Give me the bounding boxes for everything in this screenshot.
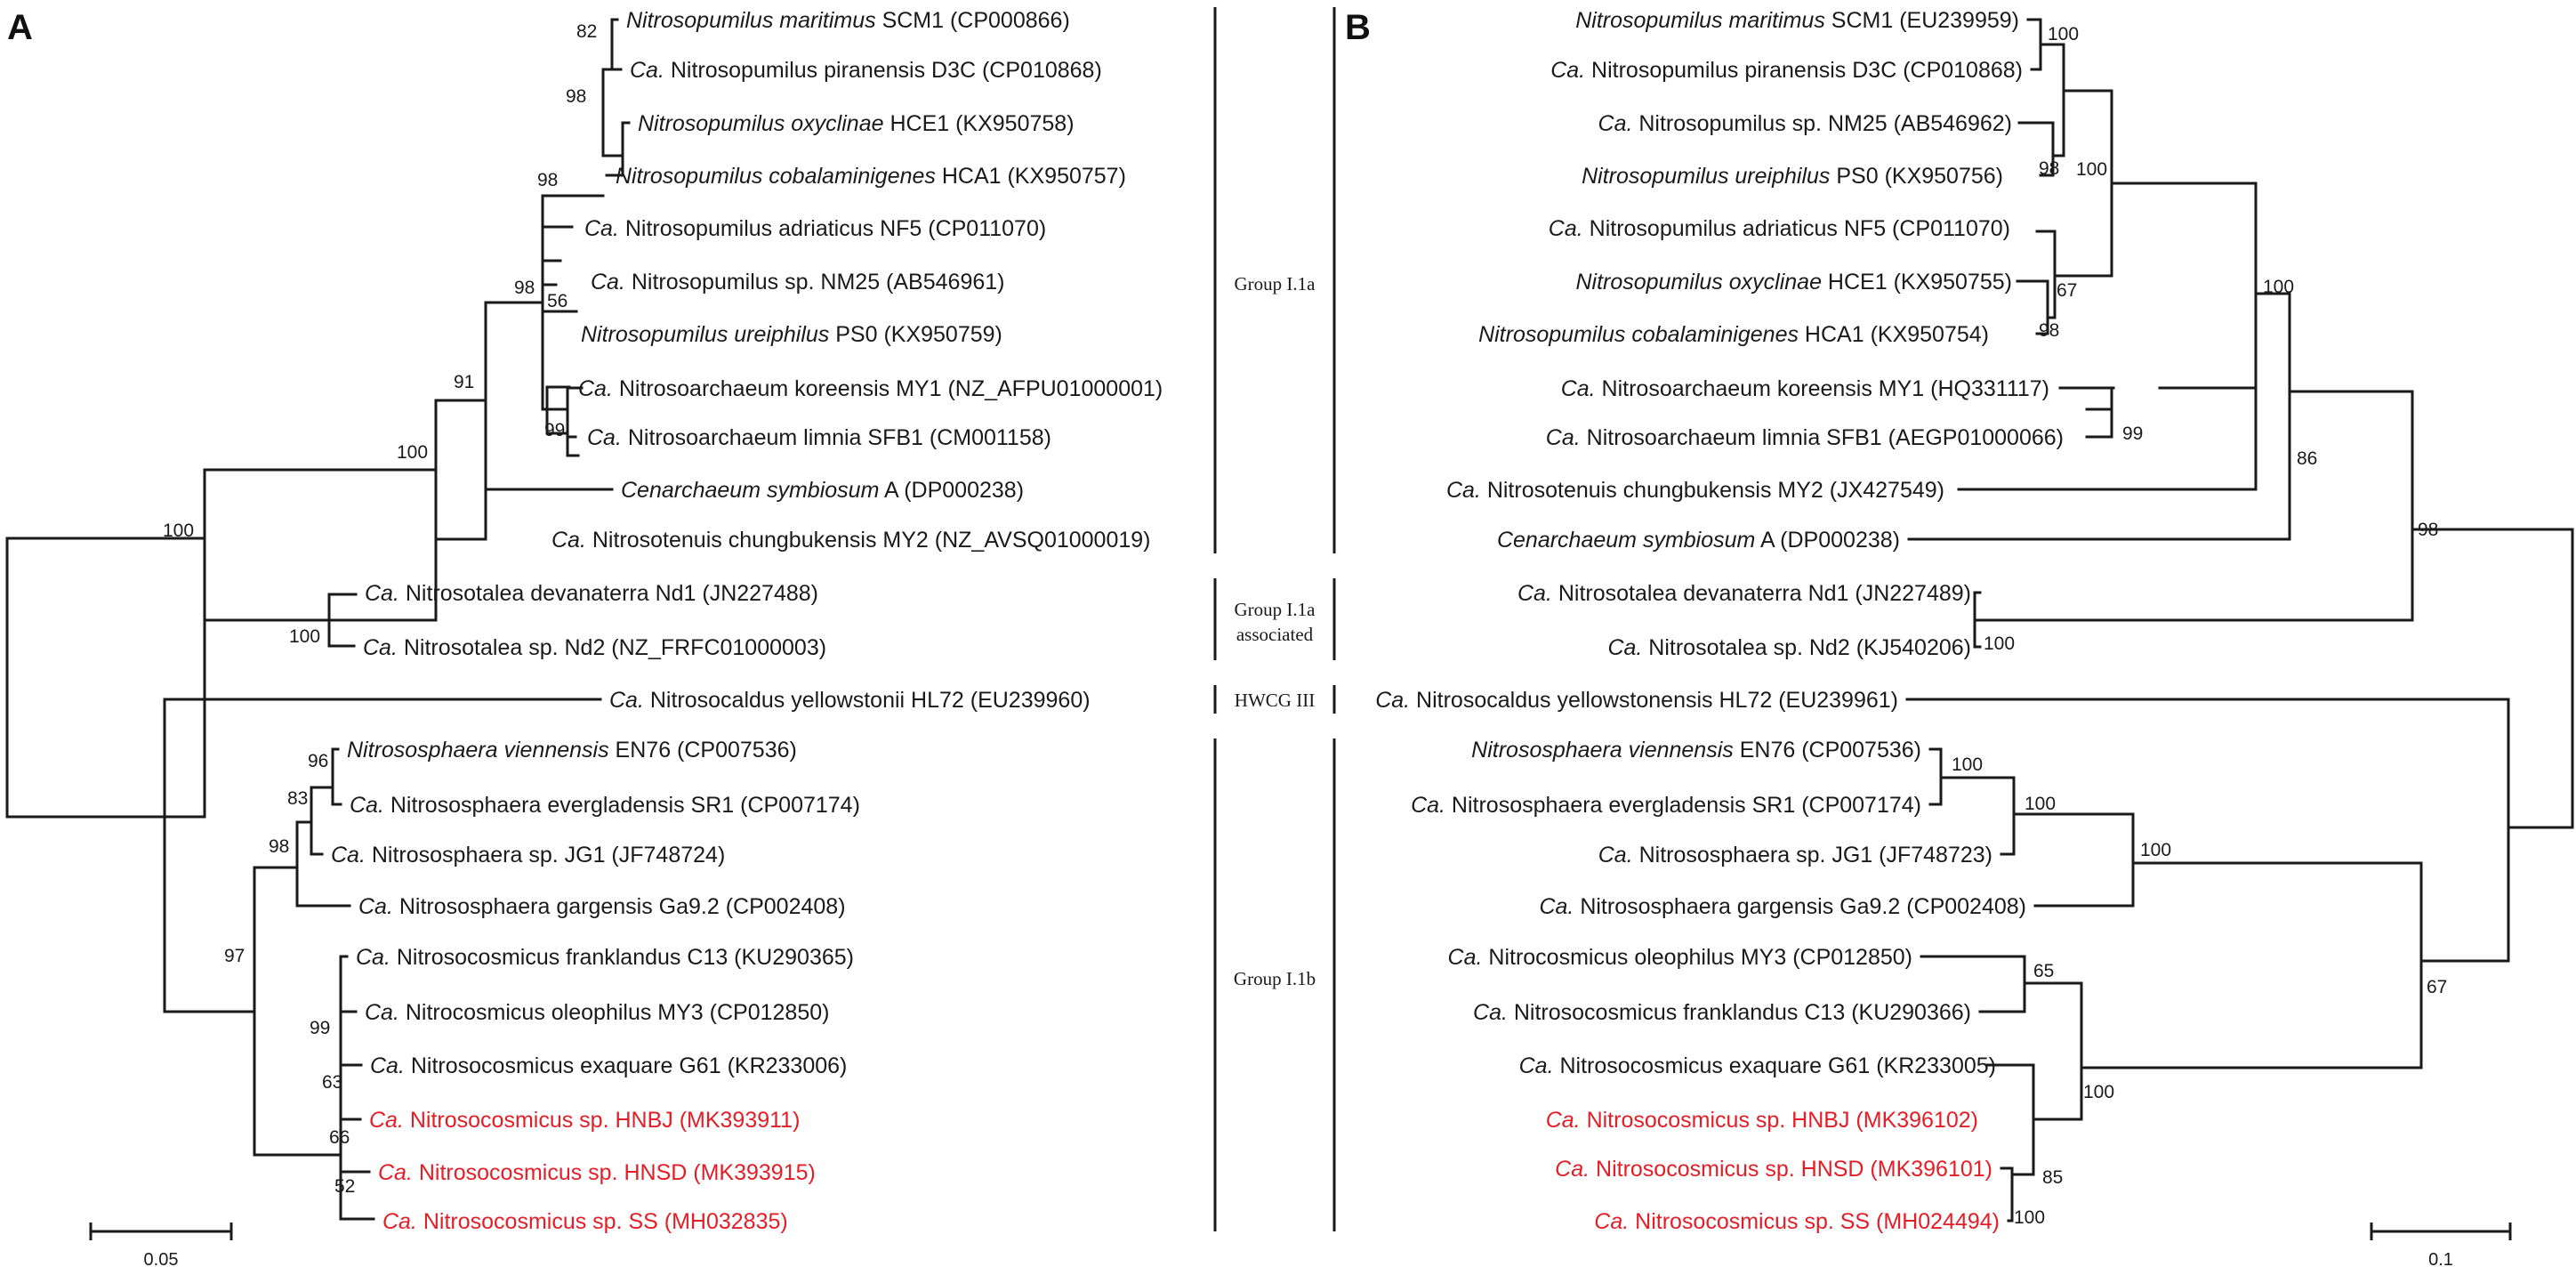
taxon-name-part: Ca.	[1473, 1000, 1508, 1025]
taxon-name-part: Nitrocosmicus oleophilus MY3 (CP012850)	[1482, 945, 1912, 970]
taxon-label	[1519, 1053, 1996, 1078]
taxon-label	[1448, 945, 1912, 970]
taxon-name-part: Ca.	[1550, 58, 1586, 83]
taxon-label	[1471, 738, 1921, 763]
taxon-name-part: Ca.	[1375, 688, 1411, 713]
taxon-name-part: Nitrosoarchaeum limnia SFB1 (CM001158)	[621, 425, 1051, 450]
taxon-name-part: PS0 (KX950756)	[1830, 164, 2003, 189]
bootstrap-value: 100	[289, 626, 321, 647]
tree-b-branches	[1907, 20, 2572, 1221]
taxon-label	[370, 1053, 847, 1078]
taxon-name-part: Nitrosocosmicus sp. HNBJ (MK393911)	[403, 1108, 801, 1133]
taxon-name-part: Nitrosopumilus piranensis D3C (CP010868)	[1585, 58, 2023, 83]
branch	[2508, 529, 2572, 827]
taxon-label	[1375, 688, 1898, 713]
taxon-name-part: Ca.	[1555, 1157, 1590, 1182]
taxon-label	[587, 425, 1051, 450]
bootstrap-value: 100	[163, 521, 195, 541]
taxon-name-part: EN76 (CP007536)	[1733, 738, 1921, 763]
taxon-name-part: Nitrosocosmicus sp. SS (MH032835)	[416, 1209, 788, 1234]
taxon-name-part: Ca.	[609, 688, 644, 713]
taxon-name-part: Nitrosocosmicus sp. HNBJ (MK396102)	[1580, 1108, 1978, 1133]
taxon-label	[626, 8, 1070, 33]
taxon-name-part: Ca.	[378, 1160, 413, 1185]
taxon-name-part: HCE1 (KX950758)	[883, 111, 1075, 136]
taxon-label	[1607, 635, 1971, 660]
bootstrap-value: 85	[2042, 1167, 2064, 1188]
scale-bar-b	[2371, 1223, 2510, 1267]
taxon-name-part: Nitrosocosmicus franklandus C13 (KU290365)	[390, 945, 854, 970]
taxon-name-part: Nitrososphaera viennensis	[347, 738, 609, 763]
taxon-label	[382, 1209, 788, 1234]
taxon-label	[1555, 1157, 1992, 1182]
taxon-name-part: Ca.	[369, 1108, 404, 1133]
scale-bar-a	[91, 1223, 231, 1267]
taxon-name-part: Nitrososphaera viennensis	[1471, 738, 1734, 763]
bootstrap-value: 99	[2122, 424, 2144, 444]
taxon-name-part: Nitrosotenuis chungbukensis MY2 (JX427549)	[1480, 478, 1944, 503]
taxon-label	[1582, 164, 2003, 189]
bootstrap-value: 98	[514, 278, 535, 298]
taxon-name-part: Nitrosopumilus oxyclinae	[1575, 270, 1822, 295]
taxon-label	[350, 793, 860, 818]
taxon-name-part: Ca.	[1545, 425, 1581, 450]
bootstrap-value: 65	[2033, 961, 2055, 981]
taxon-name-part: Nitrososphaera gargensis Ga9.2 (CP002408)	[392, 894, 846, 919]
group-label-hwcg-iii: HWCG III	[1234, 690, 1316, 711]
taxon-name-part: Nitrosoarchaeum koreensis MY1 (HQ331117)	[1595, 376, 2049, 401]
taxon-name-part: Nitrosoarchaeum koreensis MY1 (NZ_AFPU01000001)	[612, 376, 1163, 401]
taxon-label	[1539, 894, 2026, 919]
taxon-name-part: Nitrosopumilus ureiphilus	[1582, 164, 1831, 189]
branch	[2160, 183, 2256, 388]
taxon-label	[365, 1000, 829, 1025]
taxon-label	[1550, 58, 2023, 83]
bootstrap-value: 100	[2014, 1207, 2046, 1228]
taxon-name-part: HCA1 (KX950754)	[1798, 322, 1989, 347]
taxon-label	[591, 270, 1004, 295]
taxon-label	[369, 1108, 800, 1133]
taxon-label	[1549, 216, 2010, 241]
bootstrap-value: 100	[397, 442, 429, 463]
group-brackets	[1215, 7, 1334, 1231]
group-label-i1b: Group I.1b	[1233, 968, 1316, 989]
taxon-label	[638, 111, 1075, 136]
bootstrap-value: 98	[269, 836, 290, 857]
taxon-name-part: Nitrosocosmicus exaquare G61 (KR233005)	[1553, 1053, 1996, 1078]
taxon-name-part: Nitrosocaldus yellowstonii HL72 (EU239960)	[643, 688, 1091, 713]
group-label-i1a-associated: Group I.1a	[1234, 599, 1316, 620]
taxon-label	[1598, 111, 2012, 136]
bootstrap-value: 67	[2427, 977, 2448, 997]
taxon-name-part: Nitrosocosmicus exaquare G61 (KR233006)	[404, 1053, 848, 1078]
taxon-name-part: Ca.	[578, 376, 613, 401]
taxon-label	[363, 635, 826, 660]
taxon-name-part: Nitrosopumilus oxyclinae	[638, 111, 884, 136]
taxon-name-part: Nitrosotalea sp. Nd2 (KJ540206)	[1642, 635, 1971, 660]
taxon-label	[1598, 843, 1992, 868]
taxon-name-part: Ca.	[630, 58, 664, 83]
taxon-label	[356, 945, 854, 970]
taxon-name-part: Ca.	[591, 270, 625, 295]
bootstrap-value: 86	[2297, 448, 2318, 469]
taxon-name-part: Cenarchaeum symbiosum	[621, 478, 880, 503]
taxon-label	[1546, 425, 2064, 450]
taxon-name-part: Ca.	[382, 1209, 417, 1234]
bootstrap-value: 82	[576, 21, 598, 42]
taxon-name-part: A (DP000238)	[1755, 528, 1900, 553]
taxon-name-part: Nitrosopumilus cobalaminigenes	[616, 164, 936, 189]
taxon-name-part: A (DP000238)	[879, 478, 1025, 503]
taxon-name-part: Nitrocosmicus oleophilus MY3 (CP012850)	[398, 1000, 830, 1025]
taxon-name-part: Ca.	[1539, 894, 1574, 919]
bootstrap-value: 99	[310, 1018, 331, 1038]
bootstrap-value: 98	[566, 86, 587, 107]
bootstrap-value: 100	[2263, 277, 2295, 297]
bootstrap-value: 100	[2048, 24, 2080, 44]
taxon-name-part: Nitrososphaera evergladensis SR1 (CP007174)	[1445, 793, 1921, 818]
bootstrap-value: 98	[2039, 158, 2060, 179]
taxon-label	[1561, 376, 2049, 401]
taxon-label	[365, 581, 818, 606]
group-label-i1a: Group I.1a	[1234, 273, 1316, 295]
taxon-name-part: PS0 (KX950759)	[829, 322, 1002, 347]
taxon-name-part: Ca.	[584, 216, 619, 241]
taxon-name-part: Nitrosopumilus maritimus	[626, 8, 876, 33]
taxon-label	[1575, 8, 2019, 33]
taxon-name-part: Ca.	[356, 945, 390, 970]
taxon-name-part: Ca.	[1518, 1053, 1554, 1078]
taxon-name-part: Nitrosopumilus sp. NM25 (AB546961)	[624, 270, 1005, 295]
taxon-name-part: Nitrososphaera evergladensis SR1 (CP007174)	[383, 793, 860, 818]
scale-bar-label: 0.1	[2428, 1250, 2453, 1267]
taxon-name-part: Nitrosopumilus maritimus	[1575, 8, 1825, 33]
taxon-label	[616, 164, 1126, 189]
bootstrap-value: 98	[2039, 320, 2060, 341]
tree-a-labels	[331, 8, 1163, 1234]
taxon-label	[1517, 581, 1971, 606]
taxon-label	[621, 478, 1024, 503]
taxon-name-part: Nitrosocosmicus sp. HNSD (MK396101)	[1590, 1157, 1992, 1182]
taxon-name-part: Ca.	[363, 635, 398, 660]
taxon-name-part: Ca.	[1445, 478, 1481, 503]
tree-a-branches	[7, 20, 629, 1219]
taxon-name-part: Ca.	[350, 793, 384, 818]
taxon-label	[578, 376, 1163, 401]
taxon-name-part: Ca.	[1560, 376, 1596, 401]
taxon-name-part: Nitrosopumilus adriaticus NF5 (CP011070)	[1582, 216, 2010, 241]
taxon-name-part: Ca.	[1517, 581, 1552, 606]
bootstrap-value: 56	[547, 291, 568, 311]
taxon-name-part: Nitrosotenuis chungbukensis MY2 (NZ_AVSQ01000019)	[585, 528, 1151, 553]
taxon-name-part: Ca.	[1598, 111, 1633, 136]
taxon-name-part: HCA1 (KX950757)	[935, 164, 1126, 189]
taxon-name-part: Nitrososphaera gargensis Ga9.2 (CP002408)	[1574, 894, 2026, 919]
taxon-name-part: Ca.	[551, 528, 586, 553]
taxon-label	[1594, 1209, 2000, 1234]
taxon-name-part: Ca.	[1447, 945, 1483, 970]
taxon-label	[1575, 270, 2012, 295]
taxon-name-part: Ca.	[1545, 1108, 1581, 1133]
taxon-label	[358, 894, 846, 919]
group-label-i1a-associated-2: associated	[1236, 624, 1314, 645]
taxon-label	[1473, 1000, 1971, 1025]
taxon-label	[584, 216, 1046, 241]
taxon-name-part: Nitrosotalea devanaterra Nd1 (JN227489)	[1551, 581, 1971, 606]
taxon-label	[1411, 793, 1921, 818]
taxon-name-part: Nitrosoarchaeum limnia SFB1 (AEGP01000066)	[1580, 425, 2064, 450]
taxon-name-part: Nitrosocaldus yellowstonensis HL72 (EU239961)	[1410, 688, 1898, 713]
taxon-name-part: Ca.	[1598, 843, 1633, 868]
taxon-name-part: SCM1 (CP000866)	[875, 8, 1070, 33]
taxon-label	[630, 58, 1102, 83]
taxon-name-part: Nitrosocosmicus sp. HNSD (MK393915)	[412, 1160, 816, 1185]
taxon-label	[609, 688, 1091, 713]
taxon-name-part: Ca.	[587, 425, 622, 450]
taxon-name-part: Nitrososphaera sp. JG1 (JF748723)	[1632, 843, 1992, 868]
taxon-label	[1478, 322, 1989, 347]
bootstrap-value: 99	[544, 420, 566, 440]
taxon-name-part: Cenarchaeum symbiosum	[1496, 528, 1756, 553]
scale-bar-label: 0.05	[143, 1250, 179, 1267]
taxon-name-part: Nitrosopumilus piranensis D3C (CP010868)	[664, 58, 1102, 83]
taxon-name-part: Ca.	[331, 843, 366, 868]
taxon-name-part: Nitrososphaera sp. JG1 (JF748724)	[365, 843, 726, 868]
bootstrap-value: 100	[1952, 755, 1984, 775]
branch	[436, 400, 486, 539]
bootstrap-value: 83	[287, 788, 309, 809]
taxon-name-part: Nitrosocosmicus sp. SS (MH024494)	[1629, 1209, 2000, 1234]
taxon-name-part: Nitrosotalea sp. Nd2 (NZ_FRFC01000003)	[397, 635, 827, 660]
taxon-label	[581, 322, 1002, 347]
taxon-label	[1546, 1108, 1978, 1133]
taxon-name-part: Ca.	[365, 1000, 399, 1025]
taxon-name-part: Ca.	[1548, 216, 1583, 241]
bootstrap-value: 67	[2057, 280, 2078, 301]
bootstrap-value: 66	[329, 1127, 350, 1148]
taxon-label	[1497, 528, 1900, 553]
taxon-name-part: Ca.	[1411, 793, 1445, 818]
bootstrap-value: 96	[308, 751, 329, 771]
taxon-label	[378, 1160, 816, 1185]
taxon-name-part: Ca.	[1594, 1209, 1630, 1234]
panel-a-label: A	[7, 8, 33, 47]
taxon-name-part: Ca.	[365, 581, 399, 606]
taxon-name-part: Nitrosotalea devanaterra Nd1 (JN227488)	[398, 581, 818, 606]
panel-b-label: B	[1345, 8, 1371, 47]
bootstrap-value: 100	[2076, 159, 2108, 180]
taxon-label	[1446, 478, 1944, 503]
bootstrap-value: 100	[1984, 634, 2016, 654]
taxon-label	[331, 843, 725, 868]
taxon-label	[347, 738, 797, 763]
taxon-name-part: Nitrosopumilus sp. NM25 (AB546962)	[1632, 111, 2012, 136]
taxon-name-part: HCE1 (KX950755)	[1821, 270, 2012, 295]
bootstrap-value: 98	[537, 170, 559, 190]
bootstrap-value: 91	[454, 372, 475, 392]
taxon-name-part: Ca.	[1607, 635, 1643, 660]
branch	[7, 538, 205, 817]
bootstrap-value: 100	[2140, 840, 2172, 860]
taxon-name-part: SCM1 (EU239959)	[1824, 8, 2019, 33]
tree-b-bootstraps	[1952, 24, 2447, 1228]
bootstrap-value: 98	[2418, 520, 2439, 540]
bootstrap-value: 97	[224, 946, 246, 966]
bootstrap-value: 100	[2025, 794, 2057, 814]
tree-b-labels	[1375, 8, 2064, 1234]
taxon-name-part: Nitrosocosmicus franklandus C13 (KU290366)	[1507, 1000, 1971, 1025]
taxon-name-part: Nitrosopumilus cobalaminigenes	[1478, 322, 1799, 347]
taxon-name-part: Nitrosopumilus ureiphilus	[581, 322, 830, 347]
taxon-name-part: Ca.	[370, 1053, 405, 1078]
taxon-name-part: Nitrosopumilus adriaticus NF5 (CP011070)	[618, 216, 1047, 241]
taxon-label	[551, 528, 1151, 553]
bootstrap-value: 100	[2083, 1082, 2115, 1102]
taxon-name-part: Ca.	[358, 894, 393, 919]
taxon-name-part: EN76 (CP007536)	[608, 738, 797, 763]
bootstrap-value: 63	[322, 1072, 343, 1093]
bootstrap-value: 52	[334, 1176, 356, 1197]
